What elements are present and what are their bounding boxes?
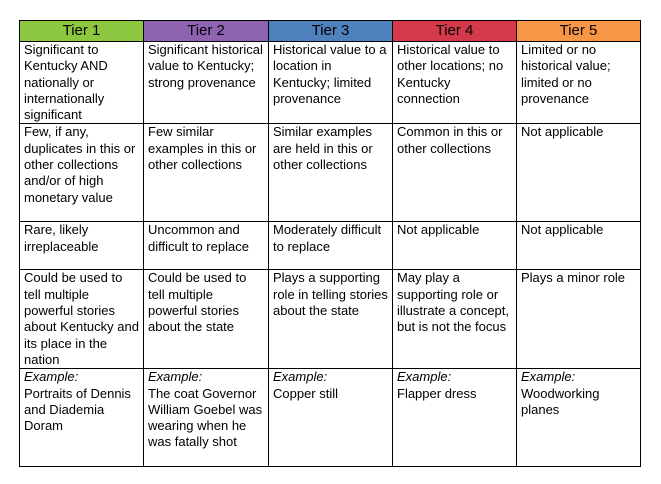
table-row [20,42,641,124]
example-label: Example: [273,369,328,385]
table-cell: Common in this or other collections [393,124,517,222]
header-row [20,21,641,42]
header-tier-3: Tier 3 [269,21,393,42]
table-cell: Plays a minor role [517,270,641,369]
table-row [20,270,641,369]
example-label: Example: [148,369,203,385]
example-text: Woodworking planes [521,385,600,417]
example-label: Example: [397,369,452,385]
example-text: The coat Governor William Goebel was wearing when he was fatally shot [148,385,263,450]
table-cell: Historical value to a location in Kentucky; limited provenance [269,42,393,124]
table-cell: Significant historical value to Kentucky; strong provenance [144,42,269,124]
table-cell: Not applicable [393,222,517,270]
table-row [20,124,641,222]
example-text: Flapper dress [397,385,477,401]
example-text: Portraits of Dennis and Diademia Doram [24,385,131,434]
table-cell: Plays a supporting role in telling stories about the state [269,270,393,369]
header-tier-5: Tier 5 [517,21,641,42]
header-tier-2: Tier 2 [144,21,269,42]
header-tier-4: Tier 4 [393,21,517,42]
table-cell: Historical value to other locations; no Kentucky connection [393,42,517,124]
table-cell: Limited or no historical value; limited or no provenance [517,42,641,124]
example-label: Example: [521,369,576,385]
example-cell [20,369,144,467]
example-label: Example: [24,369,79,385]
example-cell [269,369,393,467]
table-cell: Could be used to tell multiple powerful stories about Kentucky and its place in the nation [20,270,144,369]
table-cell: Could be used to tell multiple powerful stories about the state [144,270,269,369]
tier-table [19,20,641,467]
table-cell: Similar examples are held in this or other collections [269,124,393,222]
table-cell: Not applicable [517,124,641,222]
header-tier-1: Tier 1 [20,21,144,42]
table-cell: Significant to Kentucky AND nationally or internationally significant [20,42,144,124]
example-cell [393,369,517,467]
example-text: Copper still [273,385,339,401]
example-cell [144,369,269,467]
table-cell: Moderately difficult to replace [269,222,393,270]
example-row [20,369,641,467]
table-cell: Not applicable [517,222,641,270]
table-cell: Rare, likely irreplaceable [20,222,144,270]
table-row [20,222,641,270]
table-cell: Few similar examples in this or other collections [144,124,269,222]
table-cell: Few, if any, duplicates in this or other collections and/or of high monetary value [20,124,144,222]
example-cell [517,369,641,467]
table-cell: May play a supporting role or illustrate a concept, but is not the focus [393,270,517,369]
table-cell: Uncommon and difficult to replace [144,222,269,270]
